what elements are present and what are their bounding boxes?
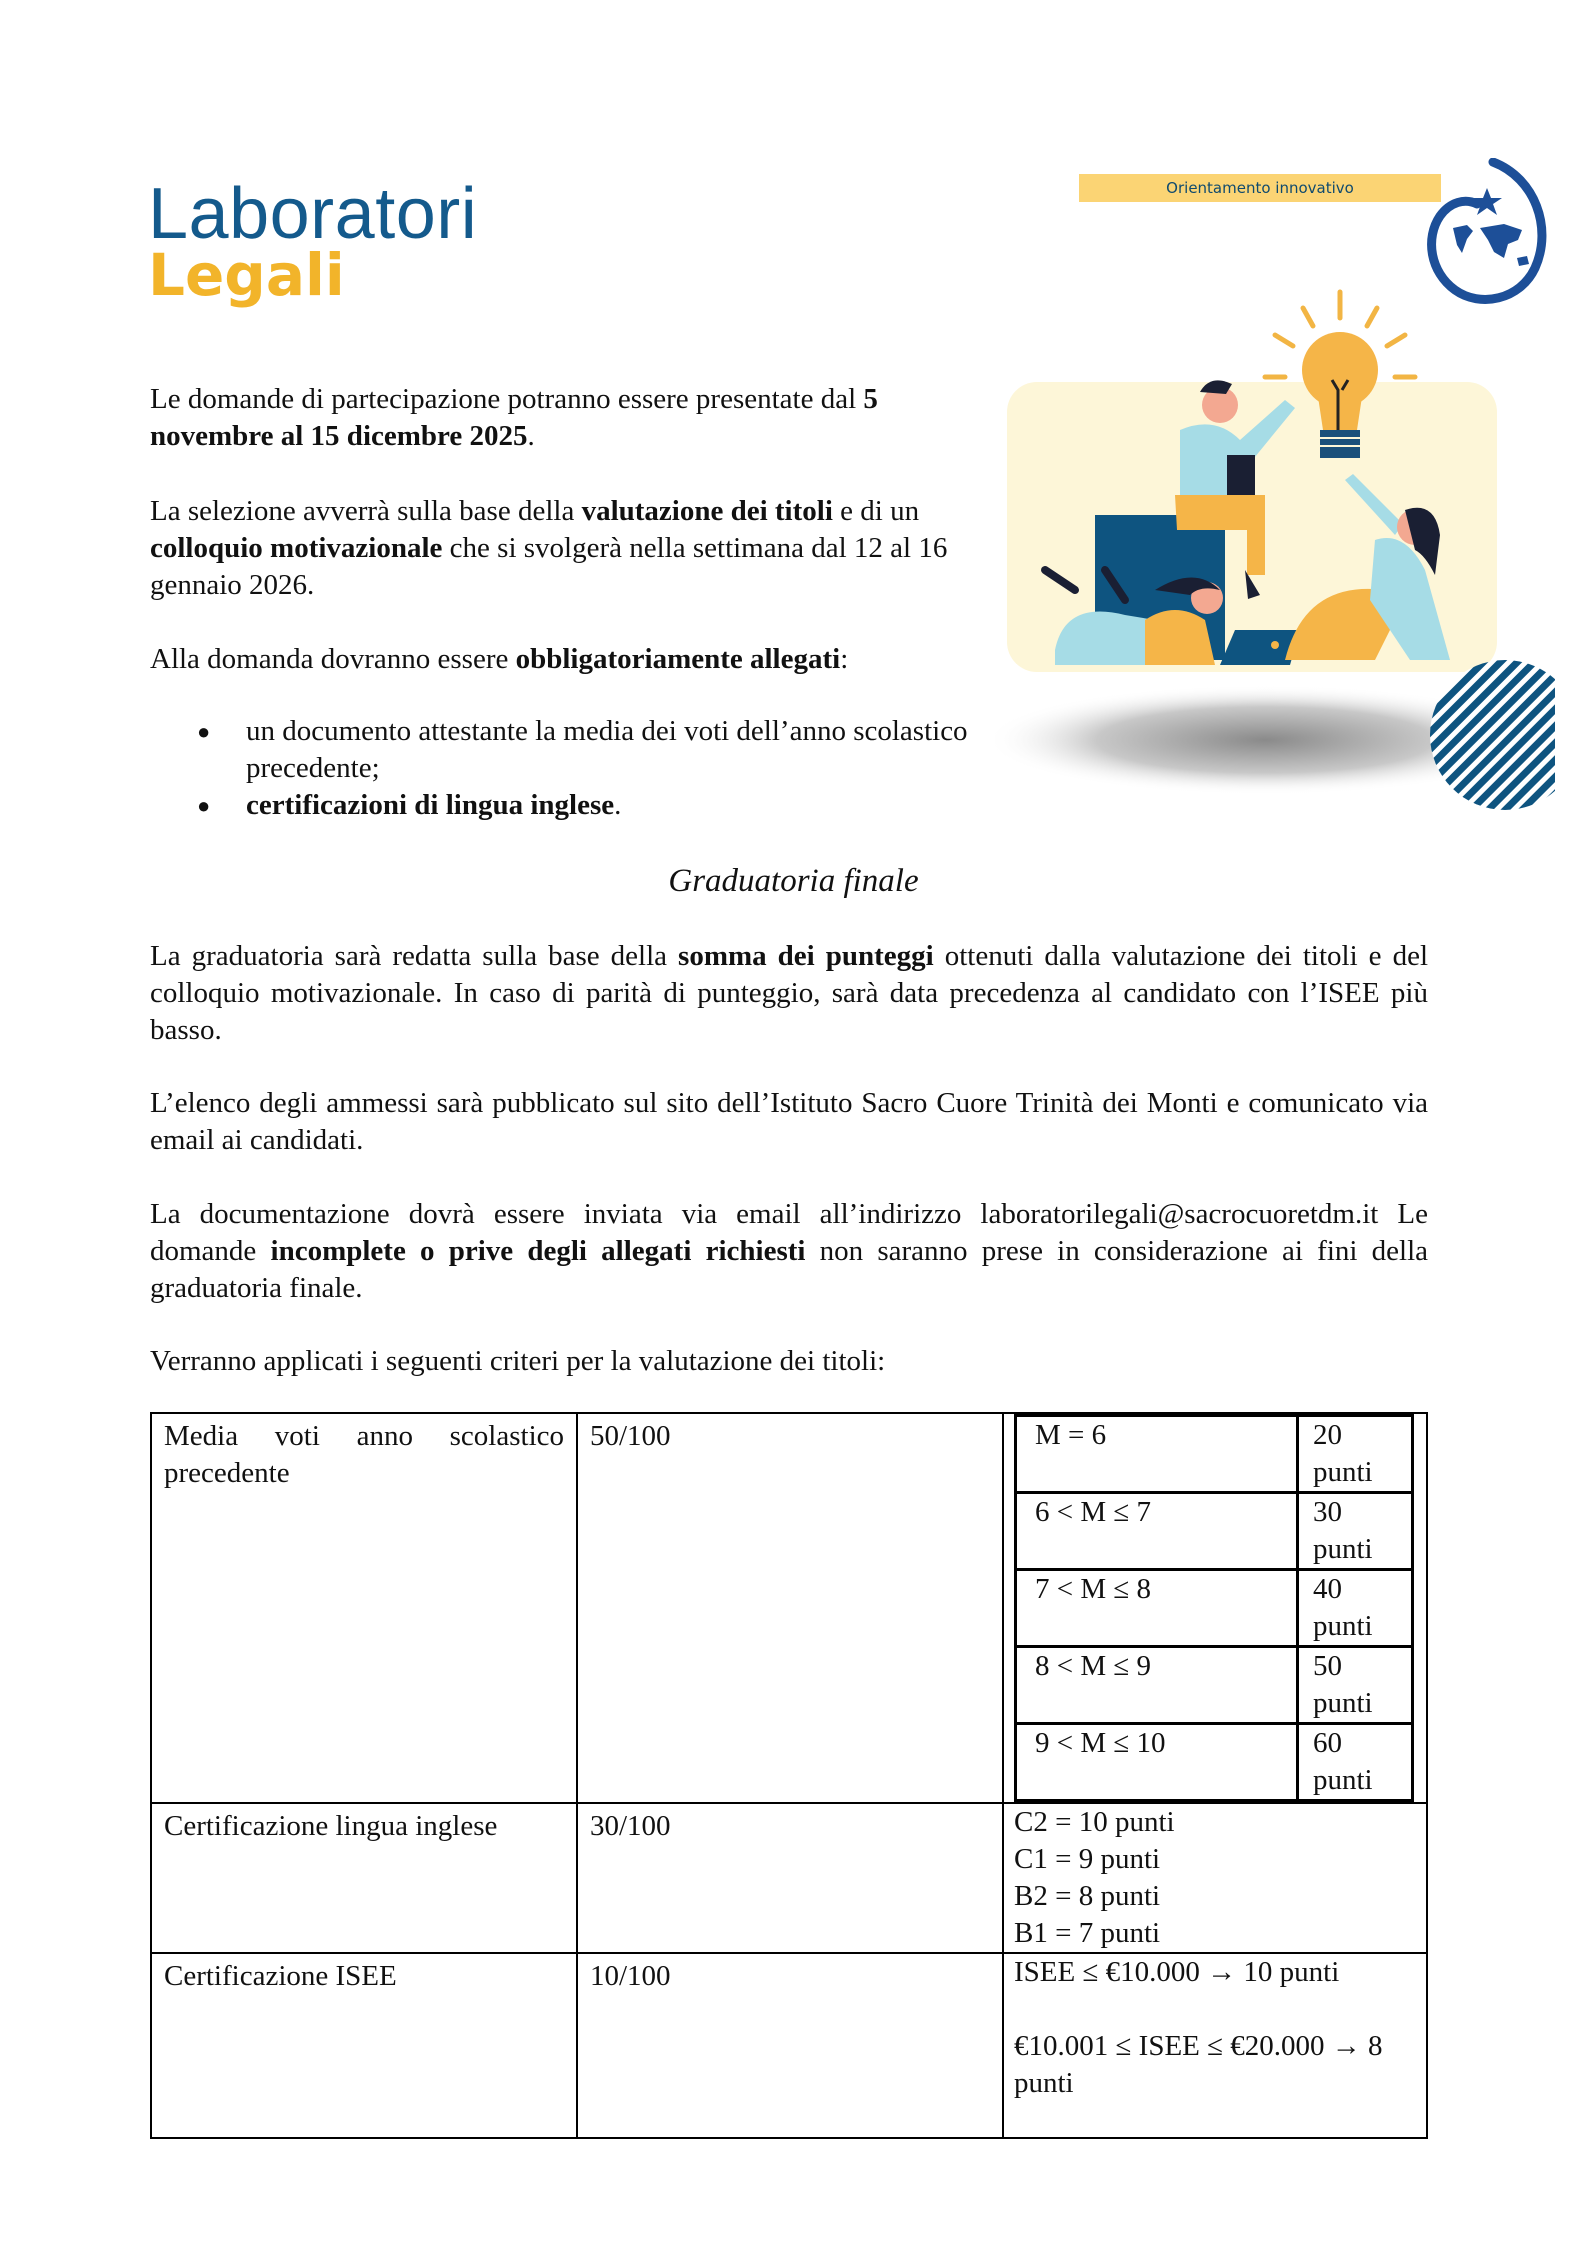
tagline-badge: Orientamento innovativo	[1079, 174, 1441, 202]
criterion-weight: 10/100	[577, 1953, 1003, 2138]
table-row	[151, 1413, 1427, 1803]
documentation-paragraph: La documentazione dovrà essere inviata via email all’indirizzo laboratorilegali@sacrocuoretdm.it Le domande incomplete o prive degli allegati richiesti non saranno prese in considerazione ai fini della graduatoria finale.	[150, 1198, 1428, 1304]
team-lightbulb-illustration	[995, 280, 1555, 820]
selection-paragraph: La selezione avverrà sulla base della valutazione dei titoli e di un colloquio motivazionale che si svolgerà nella settimana dal 12 al 16 gennaio 2026.	[150, 495, 948, 601]
logo-title-legali: Legali	[148, 241, 345, 309]
application-dates: 5 novembre al 15 dicembre 2025	[150, 383, 878, 452]
ranking-paragraph: La graduatoria sarà redatta sulla base della somma dei punteggi ottenuti dalla valutazione dei titoli e del colloquio motivazionale. In caso di parità di punteggio, sarà data precedenza al candidato con l’ISEE più basso.	[150, 940, 1429, 1046]
criterion-weight: 30/100	[577, 1803, 1003, 1953]
bullet-icon: ●	[197, 719, 211, 744]
list-item: ● certificazioni di lingua inglese.	[150, 787, 970, 824]
attachments-list	[150, 713, 970, 824]
table-row	[151, 1803, 1427, 1953]
criterion-name: Certificazione lingua inglese	[151, 1803, 577, 1953]
criterion-scale	[1003, 1413, 1427, 1803]
grade-bands-table	[1014, 1414, 1414, 1802]
table-row: 8 < M ≤ 9 50 punti	[1016, 1647, 1413, 1724]
criterion-scale: C2 = 10 punti C1 = 9 punti B2 = 8 punti B1 = 7 punti	[1003, 1803, 1427, 1953]
bullet-icon: ●	[197, 793, 211, 818]
section-heading: Graduatoria finale	[668, 863, 919, 899]
table-row: 9 < M ≤ 10 60 punti	[1016, 1724, 1413, 1801]
admitted-list-paragraph: L’elenco degli ammessi sarà pubblicato sul sito dell’Istituto Sacro Cuore Trinità dei Monti e comunicato via email ai candidati.	[150, 1087, 1428, 1156]
table-row: M = 6 20 punti	[1016, 1416, 1413, 1493]
table-row	[151, 1953, 1427, 2138]
intro-dates-paragraph: Le domande di partecipazione potranno essere presentate dal 5 novembre al 15 dicembre 2025.	[150, 383, 878, 452]
criteria-intro: Verranno applicati i seguenti criteri per la valutazione dei titoli:	[150, 1345, 886, 1377]
logo-title-laboratori: Laboratori	[148, 174, 478, 254]
criterion-weight: 50/100	[577, 1413, 1003, 1803]
criterion-scale: ISEE ≤ €10.000 → 10 punti €10.001 ≤ ISEE ≤ €20.000 → 8 punti	[1003, 1953, 1427, 2138]
list-item: ● un documento attestante la media dei voti dell’anno scolastico precedente;	[197, 715, 968, 784]
attachments-paragraph: Alla domanda dovranno essere obbligatoriamente allegati:	[150, 643, 849, 675]
table-row: 6 < M ≤ 7 30 punti	[1016, 1493, 1413, 1570]
criteria-table	[150, 1412, 1428, 2139]
criterion-name: Certificazione ISEE	[151, 1953, 577, 2138]
table-row: 7 < M ≤ 8 40 punti	[1016, 1570, 1413, 1647]
criterion-name: Media voti anno scolastico precedente	[151, 1413, 577, 1803]
